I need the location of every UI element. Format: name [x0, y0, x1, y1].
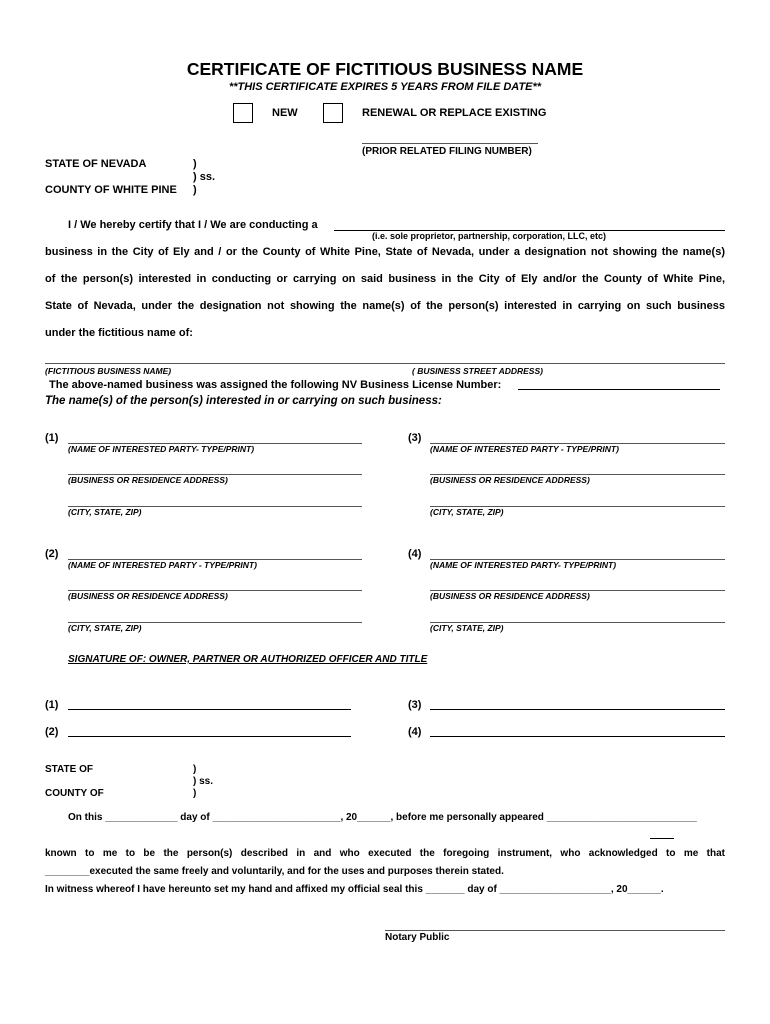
new-label: NEW [272, 107, 298, 119]
venue-paren-1: ) [193, 158, 197, 170]
signature-1-label: (1) [45, 699, 59, 711]
signature-2-line[interactable] [68, 736, 351, 737]
license-number-line[interactable] [518, 389, 720, 390]
venue-paren-3: ) [193, 184, 197, 196]
party-1-number: (1) [45, 432, 59, 444]
certify-line-3: State of Nevada, under the designation not showing the name(s) of the person(s) interested in carrying on such business [45, 300, 725, 312]
certify-line-4: under the fictitious name of: [45, 327, 193, 339]
notary-paren-1: ) [193, 764, 197, 775]
notary-paren-3: ) [193, 788, 197, 799]
signature-4-label: (4) [408, 726, 422, 738]
notary-small-line [650, 838, 674, 839]
signature-1-line[interactable] [68, 709, 351, 710]
party-4-name-label: (NAME OF INTERESTED PARTY- TYPE/PRINT) [430, 560, 617, 570]
party-1-city-label: (CITY, STATE, ZIP) [68, 507, 142, 517]
party-2-address-label: (BUSINESS OR RESIDENCE ADDRESS) [68, 591, 228, 601]
party-1-name-label: (NAME OF INTERESTED PARTY- TYPE/PRINT) [68, 444, 255, 454]
notary-signature-line[interactable] [385, 930, 725, 931]
certify-line-1: business in the City of Ely and / or the County of White Pine, State of Nevada, under a designation not showing the name(s) [45, 246, 725, 258]
party-2-city-label: (CITY, STATE, ZIP) [68, 623, 142, 633]
persons-heading: The name(s) of the person(s) interested in or carrying on such business: [45, 395, 442, 407]
business-name-line[interactable] [45, 363, 725, 364]
party-3-city-label: (CITY, STATE, ZIP) [430, 507, 504, 517]
notary-executed-line: ________executed the same freely and voluntarily, and for the uses and purposes therein stated. [45, 866, 504, 877]
signature-3-line[interactable] [430, 709, 725, 710]
party-3-number: (3) [408, 432, 422, 444]
renewal-label: RENEWAL OR REPLACE EXISTING [362, 107, 547, 119]
notary-ss: ) ss. [193, 776, 214, 787]
party-4-address-label: (BUSINESS OR RESIDENCE ADDRESS) [430, 591, 590, 601]
prior-filing-label: (PRIOR RELATED FILING NUMBER) [362, 146, 532, 157]
license-text: The above-named business was assigned the following NV Business License Number: [49, 379, 502, 391]
notary-county: COUNTY OF [45, 788, 104, 799]
party-2-number: (2) [45, 548, 59, 560]
business-name-label: (FICTITIOUS BUSINESS NAME) [45, 366, 172, 376]
page-subtitle: **THIS CERTIFICATE EXPIRES 5 YEARS FROM FILE DATE** [228, 81, 542, 93]
notary-known-line: known to me to be the person(s) described in and who executed the foregoing instrument, who acknowledged to me that [45, 848, 725, 859]
notary-state: STATE OF [45, 764, 93, 775]
notary-witness-line: In witness whereof I have hereunto set my hand and affixed my official seal this _______ day of ____________________, 20______. [45, 884, 664, 895]
party-4-city-label: (CITY, STATE, ZIP) [430, 623, 504, 633]
party-2-name-label: (NAME OF INTERESTED PARTY - TYPE/PRINT) [68, 560, 257, 570]
renewal-checkbox[interactable] [323, 103, 343, 123]
entity-type-hint: (i.e. sole proprietor, partnership, corporation, LLC, etc) [372, 231, 607, 241]
signature-3-label: (3) [408, 699, 422, 711]
party-4-number: (4) [408, 548, 422, 560]
party-3-address-label: (BUSINESS OR RESIDENCE ADDRESS) [430, 475, 590, 485]
party-3-name-label: (NAME OF INTERESTED PARTY - TYPE/PRINT) [430, 444, 619, 454]
venue-state: STATE OF NEVADA [45, 158, 147, 170]
signature-4-line[interactable] [430, 736, 725, 737]
certify-intro: I / We hereby certify that I / We are conducting a [68, 219, 318, 231]
prior-filing-line[interactable] [362, 143, 538, 144]
party-1-address-label: (BUSINESS OR RESIDENCE ADDRESS) [68, 475, 228, 485]
page-title: CERTIFICATE OF FICTITIOUS BUSINESS NAME [186, 59, 584, 79]
signature-heading: SIGNATURE OF: OWNER, PARTNER OR AUTHORIZED OFFICER AND TITLE [68, 654, 428, 665]
business-address-label: ( BUSINESS STREET ADDRESS) [412, 366, 543, 376]
certify-line-2: of the person(s) interested in conducting or carrying on said business in the City of Ely and/or the County of White Pine, [45, 273, 725, 285]
notary-on-this: On this _____________ day of _______________________, 20______, before me personally appeared ___________________________ [68, 812, 697, 823]
venue-county: COUNTY OF WHITE PINE [45, 184, 177, 196]
venue-ss: ) ss. [193, 171, 216, 183]
new-checkbox[interactable] [233, 103, 253, 123]
signature-2-label: (2) [45, 726, 59, 738]
notary-public-label: Notary Public [385, 932, 450, 943]
